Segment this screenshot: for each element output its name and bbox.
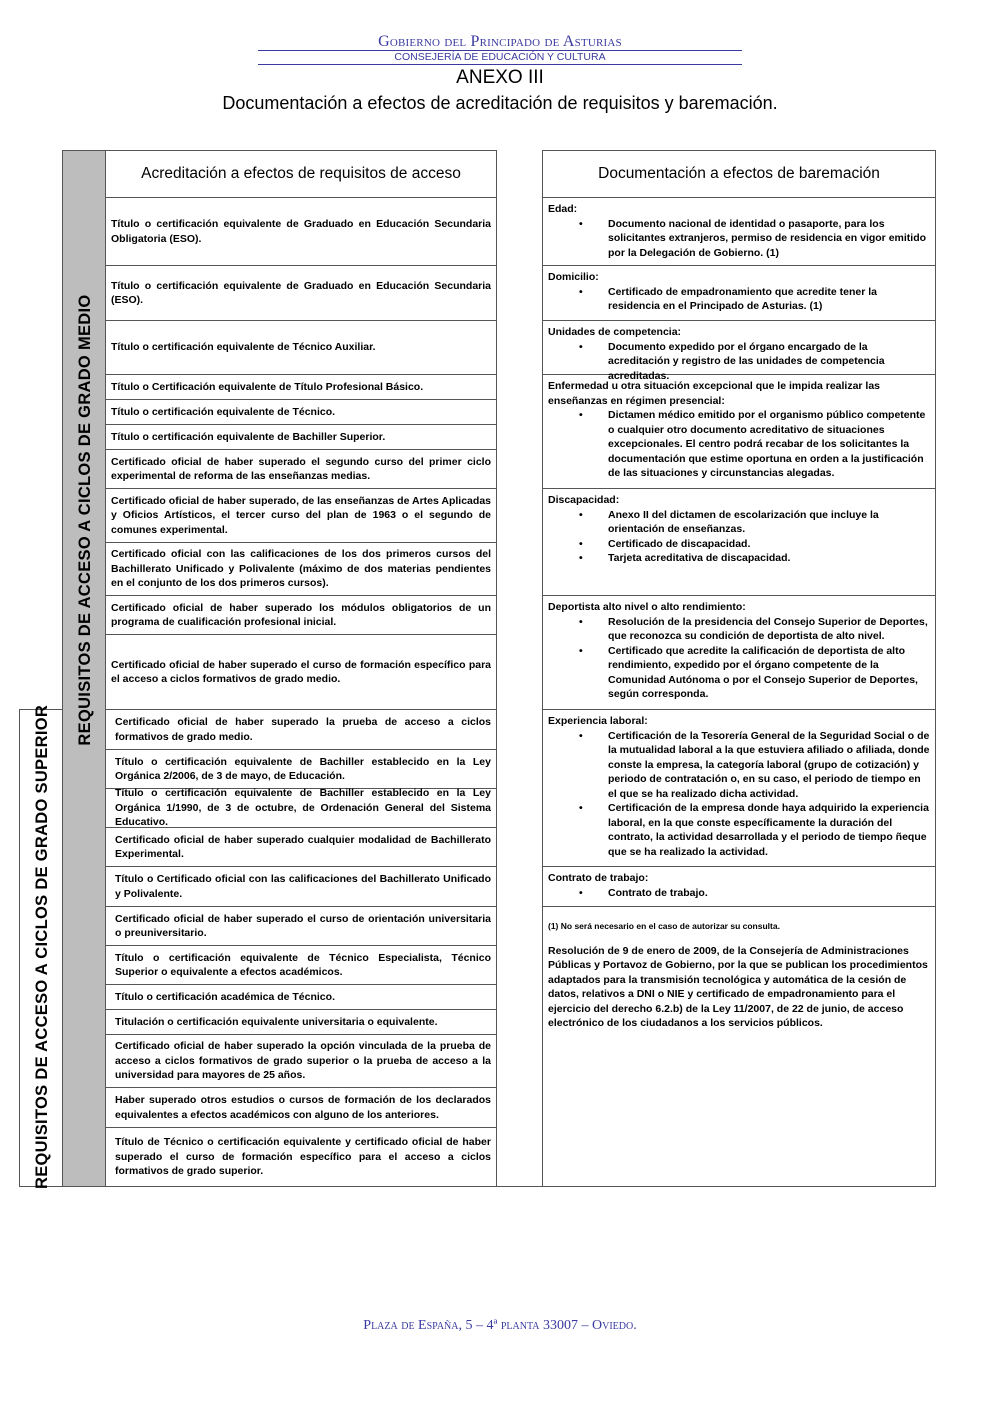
notes-section	[543, 907, 935, 1186]
section-contrato: Contrato de trabajo: • Contrato de trabajo.	[543, 867, 935, 907]
table-row: Haber superado otros estudios o cursos de formación de los declarados equivalentes a efectos académicos con alguno de los anteriores.	[106, 1088, 496, 1128]
baremacion-heading: Documentación a efectos de baremación	[543, 151, 935, 198]
table-row: Título o certificación académica de Técnico.	[106, 985, 496, 1010]
section-edad: Edad: • Documento nacional de identidad o pasaporte, para los solicitantes extranjeros, permiso de residencia en vigor emitido por la Delegación de Gobierno. (1)	[543, 198, 935, 266]
grado-medio-label: REQUISITOS DE ACCESO A CICLOS DE GRADO MEDIO	[76, 294, 94, 746]
table-row: Certificado oficial de haber superado el curso de formación específico para el acceso a ciclos formativos de grado medio.	[106, 635, 496, 710]
table-row: Título o certificación equivalente de Bachiller Superior.	[106, 425, 496, 450]
footer-address: Plaza de España, 5 – 4ª planta 33007 – Oviedo.	[363, 1318, 637, 1333]
table-row: Certificado oficial de haber superado cualquier modalidad de Bachillerato Experimental.	[106, 828, 496, 867]
table-row: Título de Técnico o certificación equivalente y certificado oficial de haber superado el curso de formación específico para el acceso a ciclos formativos de grado superior.	[115, 1136, 491, 1178]
table-row: Certificado oficial de haber superado la prueba de acceso a ciclos formativos de grado medio.	[106, 710, 496, 750]
annex-title: ANEXO III	[456, 67, 544, 88]
section-experiencia-laboral: Experiencia laboral: • Certificación de la Tesorería General de la Seguridad Social o de la mutualidad laboral a la que estuviera afiliado o afiliada, donde conste la empresa, la categoría laboral (grupo de cotización) y periodo de contratación o, en su caso, el periodo de tiempo en el que se ha realizado dicha actividad. • Certificación de la empresa donde haya adquirido la experiencia laboral, en la que conste específicamente la duración del contrato, la actividad desarrollada y el periodo de tiempo ñeque que se ha realizado la actividad.	[543, 710, 935, 867]
table-row: Título o certificación equivalente de Graduado en Educación Secundaria (ESO).	[106, 266, 496, 321]
footnote: (1) No será necesario en el caso de autorizar su consulta.	[548, 921, 780, 931]
grado-superior-label: REQUISITOS DE ACCESO A CICLOS DE GRADO SUPERIOR	[33, 704, 51, 1189]
table-row: Título o certificación equivalente de Bachiller establecido en la Ley Orgánica 2/2006, de 3 de mayo, de Educación.	[106, 750, 496, 789]
section-deportista: Deportista alto nivel o alto rendimiento: • Resolución de la presidencia del Consejo Superior de Deportes, que reconozca su condición de deportista de alto nivel. • Certificado que acredite la calificación de deportista de alto rendimiento, expedido por el órgano competente de la Comunidad Autónoma o por el Consejo Superior de Deportes, según corresponda.	[543, 596, 935, 710]
table-row: Título o certificación equivalente de Técnico.	[106, 400, 496, 425]
table-row: Certificado oficial de haber superado el curso de orientación universitaria o preuniversitario.	[106, 907, 496, 946]
grado-medio-label-column	[62, 150, 106, 1187]
requisitos-heading: Acreditación a efectos de requisitos de acceso	[106, 151, 496, 198]
table-row: Título o certificación equivalente de Técnico Especialista, Técnico Superior o equivalente a efectos académicos.	[106, 946, 496, 985]
resolution-text: Resolución de 9 de enero de 2009, de la Consejería de Administraciones Públicas y Portavoz de Gobierno, por la que se publican los procedimientos adaptados para la transmisión tecnológica y automática de la cesión de datos, relativos a DNI o NIE y certificado de empadronamiento para el ejercicio del derecho 6.2.b) de la Ley 11/2007, de 22 de junio, de acceso electrónico de los ciudadanos a los servicios públicos.	[548, 944, 928, 1029]
section-discapacidad: Discapacidad: • Anexo II del dictamen de escolarización que incluye la orientación de enseñanzas. • Certificado de discapacidad. • Tarjeta acreditativa de discapacidad.	[543, 489, 935, 596]
page-subtitle: Documentación a efectos de acreditación de requisitos y baremación.	[222, 93, 778, 113]
section-unidades-competencia: Unidades de competencia: • Documento expedido por el órgano encargado de la acreditación y registro de las unidades de competencia acreditadas.	[543, 321, 935, 375]
table-row: Título o certificación equivalente de Graduado en Educación Secundaria Obligatoria (ESO).	[106, 198, 496, 266]
table-row: Certificado oficial de haber superado la opción vinculada de la prueba de acceso a ciclos formativos de grado superior o la prueba de acceso a la universidad para mayores de 25 años.	[106, 1035, 496, 1088]
table-row: Certificado oficial de haber superado, de las enseñanzas de Artes Aplicadas y Oficios Artísticos, el tercer curso del plan de 1963 o el segundo de comunes experimental.	[106, 489, 496, 543]
government-name: Gobierno del Principado de Asturias	[378, 33, 622, 50]
middle-spacer	[496, 709, 543, 1187]
section-domicilio: Domicilio: • Certificado de empadronamiento que acredite tener la residencia en el Principado de Asturias. (1)	[543, 266, 935, 321]
table-row: Certificado oficial con las calificaciones de los dos primeros cursos del Bachillerato Unificado y Polivalente (máximo de dos materias pendientes en el conjunto de los dos primeros cursos).	[106, 543, 496, 596]
table-row: Certificado oficial de haber superado el segundo curso del primer ciclo experimental de reforma de las enseñanzas medias.	[106, 450, 496, 489]
table-row: Certificado oficial de haber superado los módulos obligatorios de un programa de cualificación profesional inicial.	[106, 596, 496, 635]
table-row: Título o Certificado oficial con las calificaciones del Bachillerato Unificado y Polivalente.	[106, 867, 496, 907]
table-row: Título o certificación equivalente de Bachiller establecido en la Ley Orgánica 1/1990, de 3 de octubre, de Ordenación General del Sistema Educativo.	[106, 789, 496, 828]
grado-superior-label-column	[19, 704, 63, 1189]
baremacion-table	[542, 150, 936, 1187]
table-row: Título o certificación equivalente de Técnico Auxiliar.	[106, 321, 496, 375]
header-rule-bottom	[258, 64, 742, 65]
requisitos-table	[105, 150, 497, 1187]
table-row: Titulación o certificación equivalente universitaria o equivalente.	[106, 1010, 496, 1035]
section-enfermedad: Enfermedad u otra situación excepcional que le impida realizar las enseñanzas en régimen presencial: • Dictamen médico emitido por el organismo público competente o cualquier otro documento acreditativo de situaciones excepcionales. El centro podrá recabar de los solicitantes la documentación que estime oportuna en orden a la justificación de las situaciones y circunstancias alegadas.	[543, 375, 935, 489]
table-row: Título o Certificación equivalente de Título Profesional Básico.	[106, 375, 496, 400]
department-name: CONSEJERÍA DE EDUCACIÓN Y CULTURA	[394, 51, 606, 63]
